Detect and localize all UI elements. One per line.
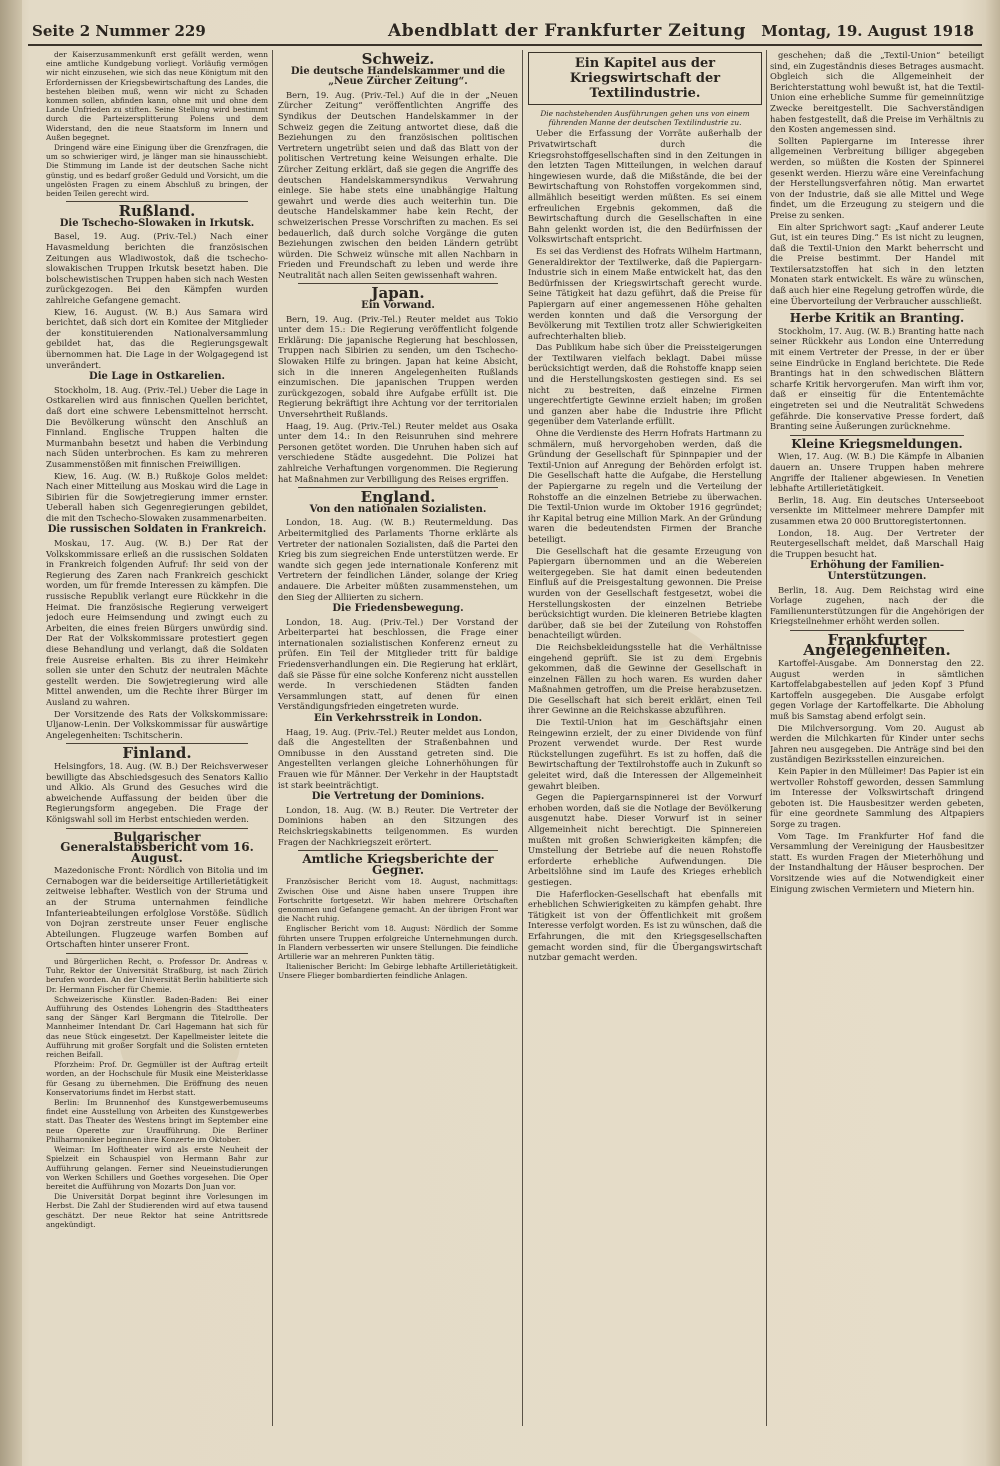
heading-frankfurter-angelegenheiten: Frankfurter Angelegenheiten. [803,630,951,660]
subheading-russische-soldaten: Die russischen Soldaten in Frankreich. [47,524,267,536]
heading-amtliche-kriegsberichte: Amtliche Kriegsberichte der Gegner. [302,852,494,877]
subheading-friedensbewegung: Die Friedensbewegung. [332,603,464,615]
heading-kritik-branting: Herbe Kritik an Branting. [789,311,965,326]
binding-spine [0,0,22,1466]
page-number: Seite 2 Nummer 229 [32,22,206,40]
subheading-dominions: Die Vertretung der Dominions. [311,791,485,803]
column-4: geschehen; daß die „Textil-Union“ beteiligt sind, ein Zugeständnis dieses Betrages ausmacht. Obgleich sich die Allgemeinheit der Berichterstattung wohl bewußt ist, hat die Textil-Union eine erhebliche Summe für gemeinnützige Zwecke bereitgestellt. Die Sachverständigen haben festgestellt, daß die Preise im Verhältnis zu den Kosten angemessen sind. Sollten Papiergarne im Interesse ihrer allgemeinen Verbreitung billiger abgegeben werden, so müßten die Kosten der Spinnerei gesenkt werden. Hierzu wäre eine Vereinfachung der Herstellungsverfahren nötig. Man erwartet von der Industrie, daß sie alle Mittel und Wege findet, um die Erzeugung zu steigern und die Preise zu senken. Ein alter Sprichwort sagt: „Kauf anderer Leute Gut, ist ein teures Ding.“ Es ist nicht zu leugnen, daß die Textil-Union den Markt beherrscht und die Preise bestimmt. Der Handel mit Textilersatzstoffen hat sich in den letzten Monaten stark entwickelt. Es wäre zu wünschen, daß auch hier eine Regelung getroffen würde, die eine Übervorteilung der Verbraucher ausschließt. Herbe Kritik an Branting. Stockholm, 17. Aug. (W. B.) Branting hatte nach seiner Rückkehr aus London eine Unterredung mit einem Vertreter der Presse, in der er über seine Eindrücke in England berichtete. Die Rede Brantings hat in den schwedischen Blättern scharfe Kritik hervorgerufen. Man wirft ihm vor, daß er einseitig für die Ententemächte eingetreten sei und die Neutralität Schwedens gefährde. Die konservative Presse fordert, daß Branting seine Äußerungen zurücknehme. Kleine Kriegsmeldungen. Wien, 17. Aug. (W. B.) Die Kämpfe in Albanien dauern an. Unsere Truppen haben mehrere Angriffe der Italiener abgewiesen. In Venetien lebhafte Artillerietätigkeit. Berlin, 18. Aug. Ein deutsches Unterseeboot versenkte im Mittelmeer mehrere Dampfer mit zusammen etwa 20 000 Bruttoregistertonnen. London, 18. Aug. Der Vertreter der Reutergesellschaft meldet, daß Marschall Haig die Truppen besucht hat. Erhöhung der Familien-Unterstützungen. Berlin, 18. Aug. Dem Reichstag wird eine Vorlage zugehen, nach der die Familienunterstützungen für die Angehörigen der Kriegsteilnehmer erhöht werden sollen. Frankfurter Angelegenheiten. Kartoffel-Ausgabe. Am Donnerstag den 22. August werden in sämtlichen Kartoffelabgabestellen auf jeden Kopf 3 Pfund Kartoffeln ausgegeben. Die Ausgabe erfolgt gegen Vorlage der Kartoffelkarte. Die Abholung muß bis Samstag abend erfolgt sein. Die Milchversorgung. Vom 20. August ab werden die Milchkarten für Kinder unter sechs Jahren neu ausgegeben. Die Anträge sind bei den zuständigen Bezirksstellen einzureichen. Kein Papier in den Mülleimer! Das Papier ist ein wertvoller Rohstoff geworden, dessen Sammlung im Interesse der Volkswirtschaft dringend geboten ist. Die Hausbesitzer werden gebeten, für eine geordnete Sammlung des Altpapiers Sorge zu tragen. Vom Tage. Im Frankfurter Hof fand die Versammlung der Vereinigung der Hausbesitzer statt. Es wurden Fragen der Mieterhöhung und der Instandhaltung der Häuser besprochen. Der Vorsitzende wies auf die Notwendigkeit einer Einigung zwischen Vermietern und Mietern hin. [770,50,984,894]
column-2: Schweiz. Die deutsche Handelskammer und die „Neue Zürcher Zeitung“. Bern, 19. Aug. (Priv.-Tel.) Auf die in der „Neuen Zürcher Zeitung“ veröffentlichten Angriffe des Syndikus der Deutschen Handelskammer in der Schweiz gegen die Zeitung antwortet diese, daß die Beziehungen zu den französischen politischen Vertretern ungetrübt seien und daß das Blatt von der politischen Vertretung keine Weisungen erhalte. Die Zürcher Zeitung erklärt, daß sie gegen die Angriffe des deutschen Handelskammersyndikus Verwahrung einlege. Sie habe stets eine unabhängige Haltung gewahrt und werde dies auch weiterhin tun. Die deutsche Handelskammer habe kein Recht, der schweizerischen Presse Vorschriften zu machen. Es sei bedauerlich, daß durch solche Vorgänge die guten Beziehungen zwischen den beiden Ländern getrübt würden. Die Schweiz wünsche mit allen Nachbarn in Frieden und Freundschaft zu leben und werde ihre Neutralität nach allen Seiten gewissenhaft wahren. Japan. Ein Vorwand. Bern, 19. Aug. (Priv.-Tel.) Reuter meldet aus Tokio unter dem 15.: Die Regierung veröffentlicht folgende Erklärung: Die japanische Regierung hat beschlossen, Truppen nach Sibirien zu senden, um den Tschecho-Slowaken Hilfe zu bringen. Japan hat keine Absicht, sich in die inneren Angelegenheiten Rußlands einzumischen. Die japanischen Truppen werden zurückgezogen, sobald ihre Aufgabe erfüllt ist. Die Regierung bekräftigt ihre Achtung vor der territorialen Unversehrtheit Rußlands. Haag, 19. Aug. (Priv.-Tel.) Reuter meldet aus Osaka unter dem 14.: In den Reisunruhen sind mehrere Personen getötet worden. Die Unruhen haben sich auf verschiedene Städte ausgedehnt. Die Polizei hat zahlreiche Verhaftungen vorgenommen. Die Regierung hat Maßnahmen zur Verbilligung des Reises ergriffen. England. Von den nationalen Sozialisten. London, 18. Aug. (W. B.) Reutermeldung. Das Arbeitermitglied des Parlaments Thorne erklärte als Vertreter der nationalen Sozialisten, daß die Partei den Krieg bis zum siegreichen Ende unterstützen werde. Er wandte sich gegen jede internationale Konferenz mit Vertretern der feindlichen Länder, solange der Krieg andauere. Die Arbeiter müßten zusammenstehen, um den Sieg der Alliierten zu sichern. Die Friedensbewegung. London, 18. Aug. (Priv.-Tel.) Der Vorstand der Arbeiterpartei hat beschlossen, die Frage einer internationalen sozialistischen Konferenz erneut zu prüfen. Ein Teil der Mitglieder tritt für baldige Friedensverhandlungen ein. Die Regierung hat erklärt, daß sie Pässe für eine solche Konferenz nicht ausstellen werde. In verschiedenen Städten fanden Versammlungen statt, auf denen für einen Verständigungsfrieden eingetreten wurde. Ein Verkehrsstreik in London. Haag, 19. Aug. (Priv.-Tel.) Reuter meldet aus London, daß die Angestellten der Straßenbahnen und Omnibusse in den Ausstand getreten sind. Die Angestellten verlangen gleiche Lohnerhöhungen für Frauen wie für Männer. Der Verkehr in der Hauptstadt ist stark beeinträchtigt. Die Vertretung der Dominions. London, 18. Aug. (W. B.) Reuter. Die Vertreter der Dominions haben an den Sitzungen des Reichskriegskabinetts teilgenommen. Es wurden Fragen der Nachkriegszeit erörtert. Amtliche Kriegsberichte der Gegner. Französischer Bericht vom 18. August, nachmittags: Zwischen Oise und Aisne haben unsere Truppen ihre Fortschritte fortgesetzt. Wir haben mehrere Ortschaften genommen und Gefangene gemacht. An der übrigen Front war die Nacht ruhig. Englischer Bericht vom 18. August: Nördlich der Somme führten unsere Truppen erfolgreiche Unternehmungen durch. In Flandern verbesserten wir unsere Stellungen. Die feindliche Artillerie war an mehreren Punkten tätig. Italienischer Bericht: Im Gebirge lebhafte Artillerietätigkeit. Unsere Flieger bombardierten feindliche Anlagen. [278,50,518,981]
subheading-ostkarelien: Die Lage in Ostkarelien. [89,371,225,383]
page-header [28,18,982,46]
column-3: Ein Kapitel aus der Kriegswirtschaft der Textilindustrie. Die nachstehenden Ausführungen gehen uns von einem führenden Manne der deutschen Textilindustrie zu. Ueber die Erfassung der Vorräte außerhalb der Privatwirtschaft durch die Kriegsrohstoffgesellschaften sind in den Zeitungen in den letzten Tagen Mitteilungen, in welchen darauf hingewiesen wurde, daß die Mißstände, die bei der Bewirtschaftung von Rohstoffen vorgekommen sind, allmählich beseitigt werden müßten. Es sei einem erfreulichen Ergebnis gekommen, daß die Bewirtschaftung durch die Gesellschaften in eine Bahn gelenkt worden ist, die den Bedürfnissen der Volkswirtschaft entspricht. Es sei das Verdienst des Hofrats Wilhelm Hartmann, Generaldirektor der Textilwerke, daß die Papiergarn-Industrie sich in einem Maße entwickelt hat, das den Bedürfnissen der Kriegswirtschaft gerecht wurde. Seine Tätigkeit hat dazu geführt, daß die Preise für Papiergarn auf einer angemessenen Höhe gehalten werden konnten und daß die Versorgung der Bevölkerung mit Textilien trotz aller Schwierigkeiten aufrechterhalten blieb. Das Publikum habe sich über die Preissteigerungen der Textilwaren vielfach beklagt. Dabei müsse berücksichtigt werden, daß die Rohstoffe knapp seien und die Herstellungskosten gestiegen sind. Es sei nicht zu bestreiten, daß einzelne Firmen ungerechtfertigte Gewinne erzielt haben; im großen und ganzen aber habe die Industrie ihre Pflicht gegenüber dem Vaterlande erfüllt. Ohne die Verdienste des Herrn Hofrats Hartmann zu schmälern, muß hervorgehoben werden, daß die Gründung der Gesellschaft für Spinnpapier und der Textil-Union auf Anregung der Behörden erfolgt ist. Die Gesellschaft hatte die Aufgabe, die Herstellung der Papiergarne zu regeln und die Verteilung der Rohstoffe an die einzelnen Betriebe zu überwachen. Die Textil-Union wurde im Oktober 1916 gegründet; ihr Kapital betrug eine Million Mark. An der Gründung waren die bedeutendsten Firmen der Branche beteiligt. Die Gesellschaft hat die gesamte Erzeugung von Papiergarn übernommen und an die Webereien weitergegeben. Sie hat damit einen bedeutenden Einfluß auf die Preisgestaltung gewonnen. Die Preise wurden von der Gesellschaft festgesetzt, wobei die Herstellungskosten der einzelnen Betriebe berücksichtigt wurden. Die kleineren Betriebe klagten darüber, daß sie bei der Zuteilung von Rohstoffen benachteiligt würden. Die Reichsbekleidungsstelle hat die Verhältnisse eingehend geprüft. Sie ist zu dem Ergebnis gekommen, daß die Gewinne der Gesellschaft in einzelnen Fällen zu hoch waren. Es wurden daher Maßnahmen getroffen, um die Preise herabzusetzen. Die Gesellschaft hat sich bereit erklärt, einen Teil ihrer Gewinne an die Reichskasse abzuführen. Die Textil-Union hat im Geschäftsjahr einen Reingewinn erzielt, der zu einer Dividende von fünf Prozent verwendet wurde. Der Rest wurde Rückstellungen zugeführt. Es ist zu hoffen, daß die Bewirtschaftung der Textilrohstoffe auch in Zukunft so geleitet wird, daß die Interessen der Allgemeinheit gewahrt bleiben. Gegen die Papiergarnspinnerei ist der Vorwurf erhoben worden, daß sie die Notlage der Bevölkerung ausgenutzt habe. Dieser Vorwurf ist in seiner Allgemeinheit nicht berechtigt. Die Spinnereien mußten mit großen Schwierigkeiten kämpfen; die Umstellung der Betriebe auf die neuen Rohstoffe erforderte erhebliche Aufwendungen. Die Arbeitslöhne sind im Laufe des Krieges erheblich gestiegen. Die Haferflocken-Gesellschaft hat ebenfalls mit erheblichen Schwierigkeiten zu kämpfen gehabt. Ihre Tätigkeit ist von der Öffentlichkeit mit großem Interesse verfolgt worden. Es ist zu wünschen, daß die Erfahrungen, die mit den Kriegsgesellschaften gemacht worden sind, für die Übergangswirtschaft nutzbar gemacht werden. [528,50,762,1436]
page-edge [986,0,1000,1466]
article-title-box [528,52,762,105]
article-title: Ein Kapitel aus der Kriegswirtschaft der Textilindustrie. [569,56,721,101]
page-date: Montag, 19. August 1918 [761,22,974,40]
subheading-verkehrsstreik: Ein Verkehrsstreik in London. [313,713,483,725]
heading-familien-unterstuetzungen: Erhöhung der Familien-Unterstützungen. [809,560,944,582]
subheading-handelskammer: Die deutsche Handelskammer und die „Neue Zürcher Zeitung“. [290,65,506,88]
subheading-sozialisten: Von den nationalen Sozialisten. [309,503,487,515]
heading-bulgarischer-bericht: Bulgarischer Generalstabsbericht vom 16. August. [60,829,254,865]
column-rule [522,50,523,1426]
subheading-tschecho-slowaken: Die Tschecho-Slowaken in Irkutsk. [59,217,255,229]
section-heading-schweiz: Schweiz. [361,50,435,68]
heading-kleine-kriegsmeldungen: Kleine Kriegsmeldungen. [791,436,963,451]
column-rule [272,50,273,1426]
section-heading-england: England. [360,488,436,507]
column-rule [766,50,767,1426]
column-1: der Kaiserzusammenkunft erst gefällt werden, wenn eine amtliche Kundgebung vorliegt. Vorläufig vermögen wir nicht einzusehen, wie sich das neue Königtum mit den Erfordernissen der Kriegsbewirtschaftung des Landes, die bestehen bleiben muß, wenn wir nicht zu Schaden kommen sollen, abfinden kann, ohne mit und ohne dem Lande Unfrieden zu stiften. Seine Stellung wird bestimmt durch die Parteizersplitterung Polens und dem Widerstand, den die neue Staatsform im Innern und Außen begegnet. Dringend wäre eine Einigung über die Grenzfragen, die um so schwieriger wird, je länger man sie hinausschiebt. Die Stimmung im Lande ist der deutschen Sache nicht günstig, und es bedarf großer Geduld und Vorsicht, um die ungelösten Fragen zu einem Abschluß zu bringen, der beiden Teilen gerecht wird. Rußland. Die Tschecho-Slowaken in Irkutsk. Basel, 19. Aug. (Priv.-Tel.) Nach einer Havasmeldung berichten die französischen Zeitungen aus Wladiwostok, daß die tschecho-slowakischen Truppen Irkutsk besetzt haben. Die bolschewistischen Truppen haben sich nach Westen zurückgezogen. Bei den Kämpfen wurden zahlreiche Gefangene gemacht. Kiew, 16. August. (W. B.) Aus Samara wird berichtet, daß sich dort ein Komitee der Mitglieder der konstituierenden Nationalversammlung gebildet hat, das die Regierungsgewalt übernommen hat. Die Lage in der Wolgagegend ist unverändert. Die Lage in Ostkarelien. Stockholm, 18. Aug. (Priv.-Tel.) Ueber die Lage in Ostkarelien wird aus finnischen Quellen berichtet, daß dort eine schwere Lebensmittelnot herrscht. Die Bevölkerung wünscht den Anschluß an Finnland. Englische Truppen halten die Murmanbahn besetzt und haben die Verbindung nach Süden unterbrochen. Es kam zu mehreren Zusammenstößen mit finnischen Freiwilligen. Kiew, 16. Aug. (W. B.) Rußkoje Golos meldet: Nach einer Mitteilung aus Moskau wird die Lage in Sibirien für die Sowjetregierung immer ernster. Ueberall haben sich Gegenregierungen gebildet, die mit den Tschecho-Slowaken zusammenarbeiten. Die russischen Soldaten in Frankreich. Moskau, 17. Aug. (W. B.) Der Rat der Volkskommissare erließ an die russischen Soldaten in Frankreich folgenden Aufruf: Ihr seid von der Regierung des Zaren nach Frankreich geschickt worden, um für fremde Interessen zu kämpfen. Die russische Republik verlangt eure Rückkehr in die Heimat. Die französische Regierung verweigert jedoch eure Heimsendung und zwingt euch zu Arbeiten, die eines freien Bürgers unwürdig sind. Der Rat der Volkskommissare protestiert gegen diese Behandlung und verlangt, daß die Soldaten freie Ausreise erhalten. Bis zu ihrer Heimkehr sollen sie unter den Schutz der neutralen Mächte gestellt werden. Die Sowjetregierung wird alle Mittel anwenden, um die Rechte ihrer Bürger im Ausland zu wahren. Der Vorsitzende des Rats der Volkskommissare: Uljanow-Lenin. Der Volkskommissar für auswärtige Angelegenheiten: Tschitscherin. Finland. Helsingfors, 18. Aug. (W. B.) Der Reichsverweser bewilligte das Abschiedsgesuch des Senators Kallio und Alkio. Als Grund des Gesuches wird die abweichende Auffassung der beiden über die Regierungsform angegeben. Die Frage der Königswahl soll im Herbst entschieden werden. Bulgarischer Generalstabsbericht vom 16. August. Mazedonische Front: Nördlich von Bitolia und im Cernabogen war die beiderseitige Artillerietätigkeit zeitweise lebhafter. Westlich von der Struma und an der Struma unternahmen feindliche Infanterieabteilungen erfolglose Vorstöße. Südlich von Dojran zerstreute unser Feuer englische Abteilungen. Flugzeuge warfen Bomben auf Ortschaften hinter unserer Front. und Bürgerlichen Recht, o. Professor Dr. Andreas v. Tuhr, Rektor der Universität Straßburg, ist nach Zürich berufen worden. An der Universität Berlin habilitierte sich Dr. Hermann Fischer für Chemie. Schweizerische Künstler. Baden-Baden: Bei einer Aufführung des Ostendes Lohengrin des Stadttheaters sang der Sänger Karl Bergmann die Titelrolle. Der Mannheimer Intendant Dr. Carl Hagemann hat sich für das neue Stück eingesetzt. Der Kapellmeister leitete die Aufführung mit großer Sorgfalt und die Solisten ernteten reichen Beifall. Pforzheim: Prof. Dr. Gegmüller ist der Auftrag erteilt worden, an der Hochschule für Musik eine Meisterklasse für Gesang zu übernehmen. Die Eröffnung des neuen Konservatoriums findet im Herbst statt. Berlin: Im Brunnenhof des Kunstgewerbemuseums findet eine Ausstellung von Arbeiten des Kunstgewerbes statt. Das Theater des Westens bringt im September eine neue Operette zur Uraufführung. Die Berliner Philharmoniker beginnen ihre Konzerte im Oktober. Weimar: Im Hoftheater wird als erste Neuheit der Spielzeit ein Schauspiel von Hermann Bahr zur Aufführung gelangen. Ferner sind Neueinstudierungen von Werken Schillers und Goethes vorgesehen. Die Oper bereitet die Aufführung von Mozarts Don Juan vor. Die Universität Dorpat beginnt ihre Vorlesungen im Herbst. Die Zahl der Studierenden wird auf etwa tausend geschätzt. Der neue Rektor hat seine Antrittsrede angekündigt. [46,50,268,1229]
subheading-vorwand: Ein Vorwand. [361,300,435,312]
newspaper-title: Abendblatt der Frankfurter Zeitung [388,21,746,41]
section-heading-finland: Finland. [122,744,192,763]
section-heading-russland: Rußland. [118,202,196,221]
section-heading-japan: Japan. [371,284,425,303]
